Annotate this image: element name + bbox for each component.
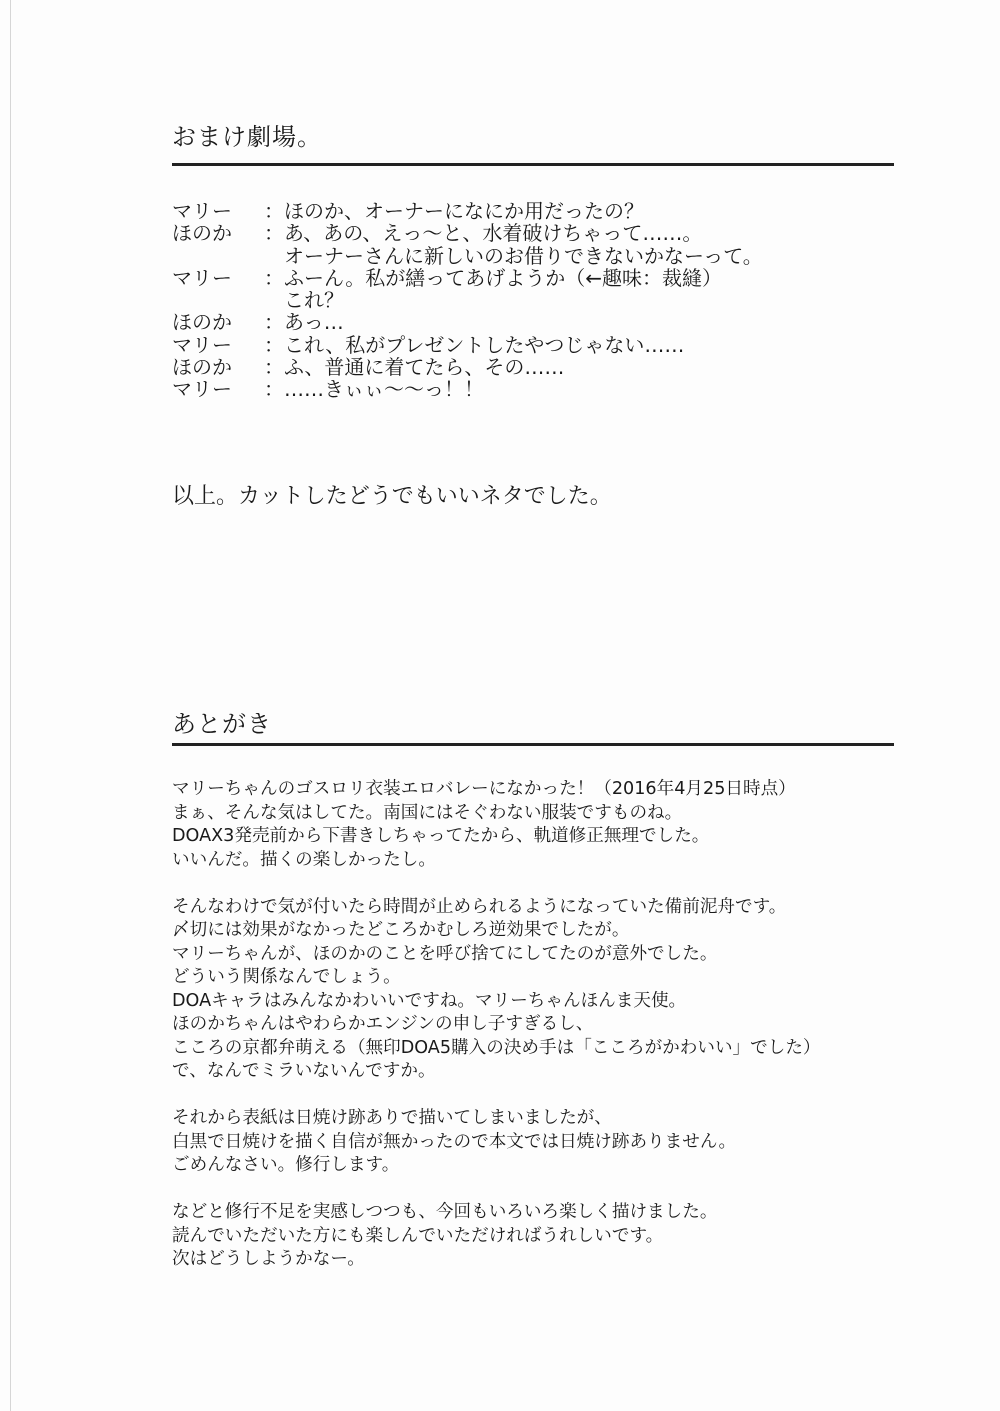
afterword-line: まぁ、そんな気はしてた。南国にはそぐわない服装ですものね。 <box>172 802 683 823</box>
afterword-paragraph <box>172 896 892 1084</box>
dialogue-line <box>172 245 892 267</box>
dialogue-text: ふ、普通に着てたら、その…… <box>284 355 565 380</box>
dialogue-line <box>172 378 892 400</box>
afterword-title: あとがき <box>172 710 272 738</box>
afterword-body <box>172 778 892 1272</box>
afterword-line: こころの京都弁萌える（無印DOA5購入の決め手は「こころがかわいい」でした） <box>172 1037 821 1058</box>
dialogue-colon <box>264 245 284 267</box>
dialogue-text: ふーん。私が繕ってあげようか（←趣味：裁縫） <box>284 265 722 290</box>
dialogue-line <box>172 267 892 289</box>
dialogue-speaker: マリー <box>172 332 232 357</box>
dialogue-text: あっ… <box>284 310 344 335</box>
dialogue-speaker: マリー <box>172 377 232 402</box>
afterword-line: DOAX3発売前から下書きしちゃってたから、軌道修正無理でした。 <box>172 826 710 846</box>
dialogue-text: これ？ <box>284 288 344 313</box>
omake-title: おまけ劇場。 <box>172 123 322 151</box>
afterword-line: それから表紙は日焼け跡ありで描いてしまいましたが、 <box>172 1108 612 1128</box>
afterword-line: DOAキャラはみんなかわいいですね。マリーちゃんほんま天使。 <box>172 990 687 1011</box>
dialogue-speaker: マリー <box>172 265 232 290</box>
afterword-line: そんなわけで気が付いたら時間が止められるようになっていた備前泥舟です。 <box>172 896 787 917</box>
afterword-line: いいんだ。描くの楽しかったし。 <box>172 849 436 870</box>
dialogue-text: ……きぃぃ～～っ！！ <box>284 377 484 402</box>
afterword-paragraph <box>172 1201 892 1272</box>
dialogue-speaker <box>172 245 264 267</box>
dialogue-speaker <box>172 289 264 311</box>
afterword-line: 〆切には効果がなかったどころかむしろ逆効果でしたが。 <box>172 920 630 940</box>
dialogue-colon: ： <box>264 265 284 290</box>
dialogue-colon: ： <box>264 199 284 223</box>
afterword-paragraph <box>172 778 892 872</box>
afterword-line: 次はどうしようかなー。 <box>172 1249 365 1269</box>
afterword-line: 読んでいただいた方にも楽しんでいただければうれしいです。 <box>172 1225 664 1246</box>
afterword-line: で、なんでミラいないんですか。 <box>172 1061 436 1081</box>
dialogue-speaker: ほのか <box>172 355 232 380</box>
omake-dialogue <box>172 200 892 401</box>
dialogue-speaker: マリー <box>172 199 232 223</box>
afterword-paragraph <box>172 1107 892 1178</box>
afterword-divider <box>172 743 894 746</box>
omake-divider <box>172 163 894 166</box>
dialogue-text: オーナーさんに新しいのお借りできないかなーって。 <box>284 243 763 268</box>
dialogue-line <box>172 311 892 333</box>
dialogue-line <box>172 222 892 244</box>
dialogue-line <box>172 334 892 356</box>
dialogue-colon: ： <box>264 332 284 357</box>
dialogue-text: あ、あの、えっ～と、水着破けちゃって……。 <box>284 221 703 246</box>
dialogue-line <box>172 289 892 311</box>
dialogue-text: ほのか、オーナーになにか用だったの？ <box>284 199 644 223</box>
dialogue-colon: ： <box>264 355 284 380</box>
dialogue-colon <box>264 289 284 311</box>
dialogue-speaker: ほのか <box>172 221 232 246</box>
afterword-line: 白黒で日焼けを描く自信が無かったので本文では日焼け跡ありません。 <box>172 1131 737 1152</box>
afterword-line: マリーちゃんが、ほのかのことを呼び捨てにしてたのが意外でした。 <box>172 943 718 964</box>
dialogue-colon: ： <box>264 221 284 246</box>
dialogue-line <box>172 356 892 378</box>
afterword-line: ごめんなさい。修行します。 <box>172 1155 400 1175</box>
omake-closing: 以上。カットしたどうでもいいネタでした。 <box>172 484 612 509</box>
dialogue-colon: ： <box>264 310 284 335</box>
scan-edge <box>10 0 11 1411</box>
dialogue-speaker: ほのか <box>172 310 232 335</box>
dialogue-text: これ、私がプレゼントしたやつじゃない…… <box>284 332 685 357</box>
afterword-line: ほのかちゃんはやわらかエンジンの申し子すぎるし、 <box>172 1014 594 1034</box>
dialogue-colon: ： <box>264 377 284 402</box>
afterword-line: マリーちゃんのゴスロリ衣装エロバレーになかった！（2016年4月25日時点） <box>172 779 796 799</box>
afterword-line: などと修行不足を実感しつつも、今回もいろいろ楽しく描けました。 <box>172 1202 718 1222</box>
dialogue-line <box>172 200 892 222</box>
afterword-line: どういう関係なんでしょう。 <box>172 967 401 987</box>
